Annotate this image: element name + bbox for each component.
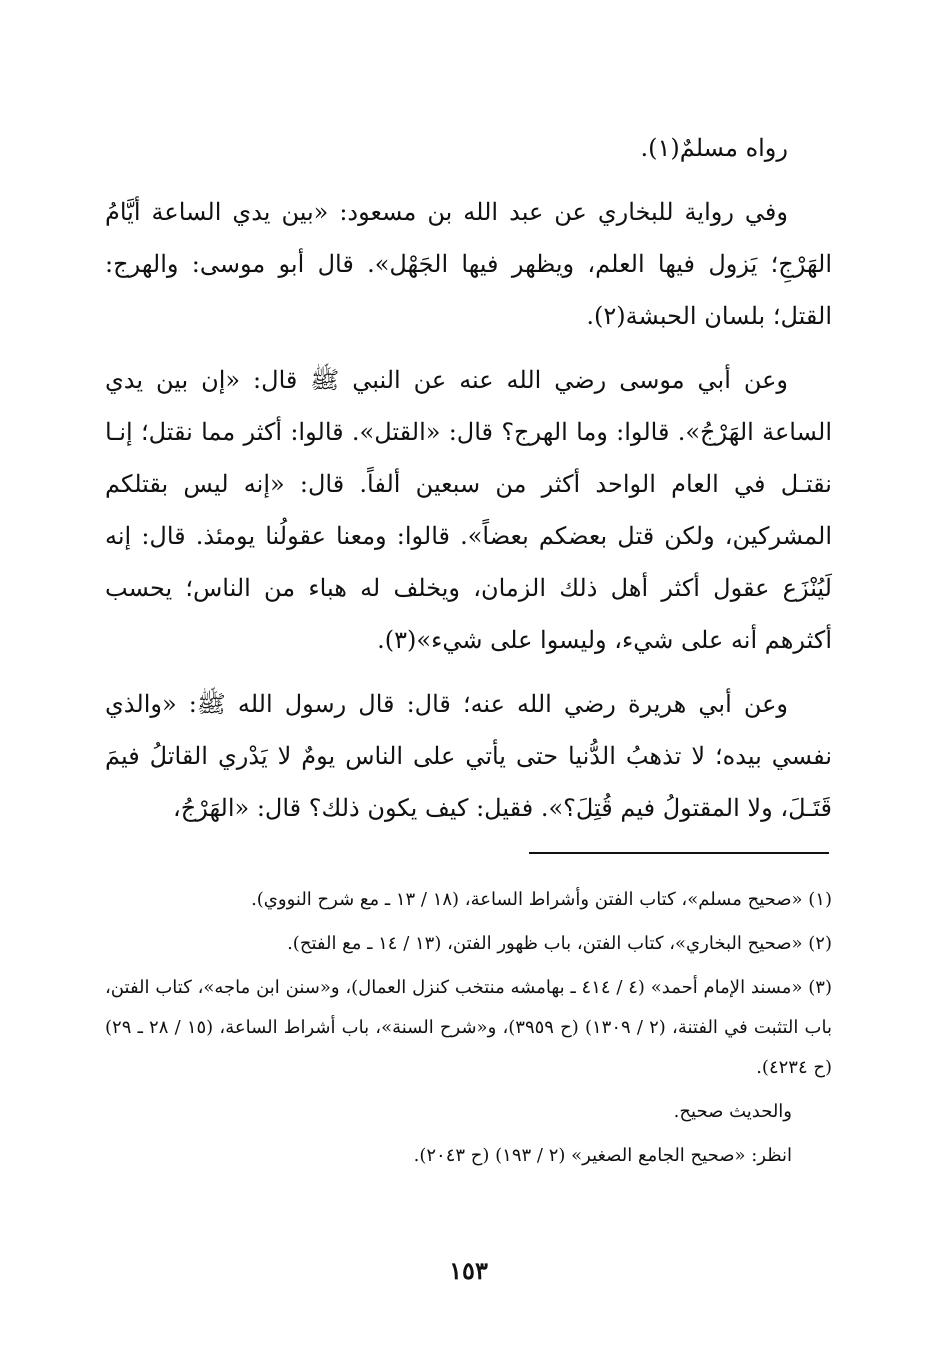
footnote-2: (٢) «صحيح البخاري»، كتاب الفتن، باب ظهور الفتن، (١٣ / ١٤ ـ مع الفتح). (287, 933, 832, 954)
main-text-block (105, 122, 832, 846)
body-paragraph-3: وعن أبي موسى رضي الله عنه عن النبي ﷺ قال: «إن بين يدي الساعة الهَرْجُ». قالوا: وما الهرج؟ قال: «القتل». قالوا: أكثر مما نقتل؛ إنـا نقتـل في العام الواحد أكثر من سبعين ألفاً. قال: «إنه ليس بقتلكم المشركين، ولكن قتل بعضكم بعضاً». قالوا: ومعنا عقولُنا يومئذ. قال: إنه لَيُنْزَع عقول أكثر أهل ذلك الزمان، ويخلف له هباء من الناس؛ يحسب أكثرهم أنه على شيء، وليسوا على شيء»(٣). (105, 366, 832, 654)
footnote-1: (١) «صحيح مسلم»، كتاب الفتن وأشراط الساعة، (١٨ / ١٣ ـ مع شرح النووي). (251, 889, 832, 910)
body-paragraph-4: وعن أبي هريرة رضي الله عنه؛ قال: قال رسول الله ﷺ: «والذي نفسي بيده؛ لا تذهبُ الدُّنيا حتى يأتي على الناس يومٌ لا يَدْري القاتلُ فيمَ قَتَـلَ، ولا المقتولُ فيم قُتِلَ؟». فقيل: كيف يكون ذلك؟ قال: «الهَرْجُ، (105, 690, 832, 822)
footnote-3: (٣) «مسند الإمام أحمد» (٤ / ٤١٤ ـ بهامشه منتخب كنزل العمال)، و«سنن ابن ماجه»، كتاب الفتن، باب التثبت في الفتنة، (٢ / ١٣٠٩) (ح ٣٩٥٩)، و«شرح السنة»، باب أشراط الساعة، (١٥ / ٢٨ ـ ٢٩) (ح ٤٢٣٤). (105, 977, 832, 1078)
footnotes-block (105, 880, 832, 1180)
body-paragraph-2: وفي رواية للبخاري عن عبد الله بن مسعود: «بين يدي الساعة أيَّامُ الهَرْجِ؛ يَزول فيها العلم، ويظهر فيها الجَهْل». قال أبو موسى: والهرج: القتل؛ بلسان الحبشة(٢). (105, 198, 832, 330)
page-number: ١٥٣ (449, 1256, 488, 1285)
footnote-3-note: والحديث صحيح. (673, 1101, 792, 1122)
footnote-3-reference: انظر: «صحيح الجامع الصغير» (٢ / ١٩٣) (ح ٢٠٤٣). (413, 1145, 792, 1166)
body-paragraph-1: رواه مسلمٌ(١). (640, 134, 788, 162)
footnote-divider (529, 852, 829, 854)
